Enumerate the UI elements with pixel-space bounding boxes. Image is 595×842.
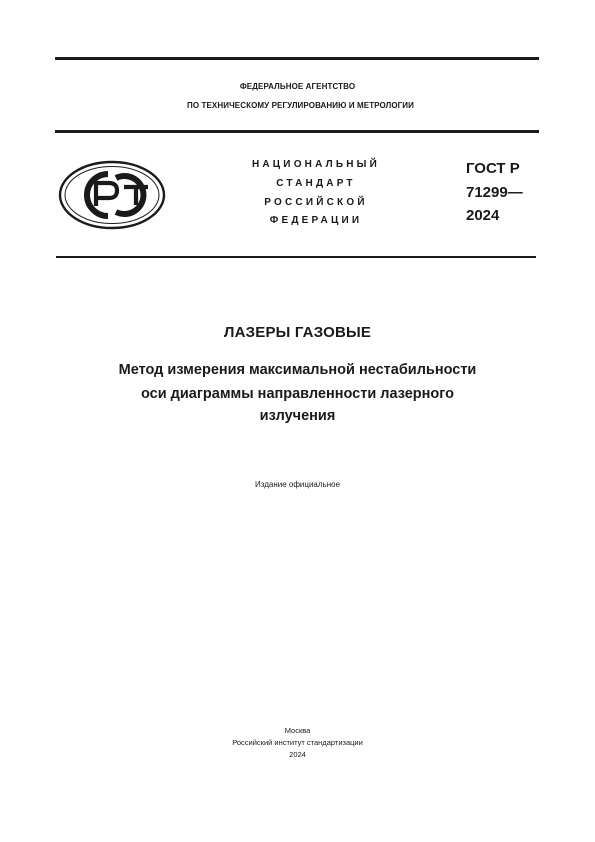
imprint-city: Москва [284, 726, 311, 735]
edition-note: Издание официальное [254, 480, 341, 489]
standard-type-line-4: ФЕДЕРАЦИИ [269, 215, 363, 226]
agency-name-line-1: ФЕДЕРАЛЬНОЕ АГЕНТСТВО [239, 82, 356, 91]
header-rule [55, 130, 539, 133]
standard-year: 2024 [466, 207, 500, 224]
standard-designation-prefix: ГОСТ Р [466, 160, 520, 177]
document-title: ЛАЗЕРЫ ГАЗОВЫЕ [223, 324, 372, 341]
top-rule [55, 57, 539, 60]
standard-type-line-2: СТАНДАРТ [276, 178, 356, 189]
imprint-year: 2024 [289, 750, 306, 759]
header-bottom-rule [56, 256, 536, 258]
standard-type-line-3: РОССИЙСКОЙ [264, 197, 368, 208]
gost-r-logo-icon [58, 160, 166, 230]
standard-number: 71299— [466, 184, 523, 201]
imprint-publisher: Российский институт стандартизации [232, 738, 363, 747]
document-subtitle-line-2: оси диаграммы направленности лазерного [141, 386, 454, 402]
standard-type-line-1: НАЦИОНАЛЬНЫЙ [251, 159, 381, 170]
document-subtitle-line-3: излучения [259, 408, 336, 424]
document-subtitle-line-1: Метод измерения максимальной нестабильности [118, 362, 477, 378]
agency-name-line-2: ПО ТЕХНИЧЕСКОМУ РЕГУЛИРОВАНИЮ И МЕТРОЛОГИИ [186, 101, 415, 110]
